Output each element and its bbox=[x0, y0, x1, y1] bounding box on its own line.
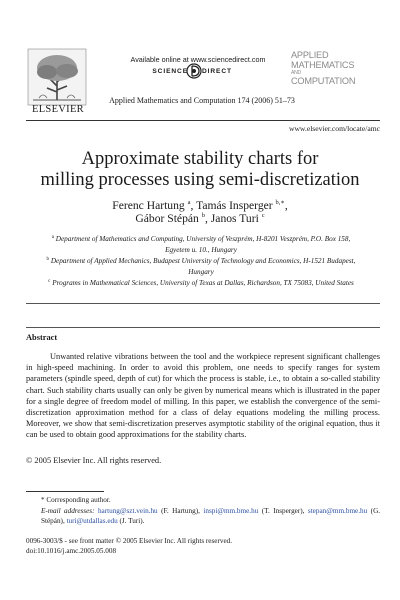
author-name: Ferenc Hartung bbox=[112, 199, 185, 212]
email-link[interactable]: stepan@mm.bme.hu bbox=[307, 507, 368, 515]
email-link[interactable]: inspi@mm.bme.hu bbox=[203, 507, 259, 515]
journal-title-and: AND bbox=[291, 70, 301, 76]
affiliation-b bbox=[46, 255, 356, 277]
sciencedirect-logo bbox=[120, 63, 270, 79]
journal-reference: Applied Mathematics and Computation 174 (2006) 51–73 bbox=[109, 96, 295, 105]
email-owner: (F. Hartung), bbox=[161, 507, 200, 515]
elsevier-tree-logo bbox=[27, 48, 87, 106]
email-owner: (G. Stépán), bbox=[41, 507, 381, 525]
affiliation-label: b bbox=[46, 257, 50, 262]
journal-title-line2: MATHEMATICS bbox=[291, 60, 355, 70]
issn-line: 0096-3003/$ - see front matter © 2005 Elsevier Inc. All rights reserved. bbox=[26, 537, 233, 545]
sciencedirect-left-text: SCIENCE bbox=[152, 68, 188, 75]
received-divider bbox=[26, 303, 380, 304]
journal-website-link[interactable]: www.elsevier.com/locate/amc bbox=[288, 124, 380, 133]
journal-title-line1: APPLIED bbox=[291, 50, 329, 60]
sciencedirect-right-text: DIRECT bbox=[202, 68, 232, 75]
footnote-divider bbox=[26, 491, 104, 492]
affiliation-label: c bbox=[48, 279, 51, 284]
sciencedirect-d-icon bbox=[186, 63, 202, 79]
affiliation-text: Department of Applied Mechanics, Budapest University of Technology and Economics, H-1521 Budapest, Hungary bbox=[50, 257, 356, 276]
journal-title-line3: COMPUTATION bbox=[291, 76, 356, 86]
email-label: E-mail addresses: bbox=[41, 507, 95, 515]
authors-line1: Ferenc Hartung $^a$, Tamás Insperger $^{b,∗}$, bbox=[112, 199, 288, 212]
corresponding-author-note: * Corresponding author. bbox=[41, 496, 111, 504]
email-link[interactable]: hartung@szt.vein.hu bbox=[97, 507, 158, 515]
email-link[interactable]: turi@utdallas.edu bbox=[66, 517, 118, 525]
email-owner: (J. Turi). bbox=[119, 517, 145, 525]
author-affiliation-marker[interactable]: a bbox=[187, 199, 191, 206]
author-name: Gábor Stépán bbox=[135, 212, 199, 225]
affiliation-c bbox=[46, 277, 356, 289]
affiliation-text: Programs in Mathematical Sciences, University of Texas at Dallas, Richardson, TX 75083, United States bbox=[52, 279, 354, 287]
email-owner: (T. Insperger), bbox=[261, 507, 305, 515]
publisher-name: ELSEVIER bbox=[32, 104, 84, 115]
affiliation-a bbox=[46, 233, 356, 255]
doi-link[interactable]: doi:10.1016/j.amc.2005.05.008 bbox=[26, 547, 117, 555]
email-addresses bbox=[41, 506, 380, 526]
author-affiliation-marker[interactable]: b bbox=[201, 212, 205, 219]
authors-line2: Gábor Stépán $^b$, Janos Turi $^c$ bbox=[135, 212, 265, 225]
title-line2: milling processes using semi-discretization bbox=[40, 170, 360, 190]
title-line1: Approximate stability charts for bbox=[81, 149, 319, 169]
abstract-heading: Abstract bbox=[26, 333, 58, 342]
author-name: Janos Turi bbox=[210, 212, 259, 225]
abstract-divider bbox=[26, 327, 380, 328]
author-name: Tamás Insperger bbox=[196, 199, 273, 212]
abstract-body: Unwanted relative vibrations between the tool and the workpiece represent significant challenges in high-speed machining. In order to avoid this problem, one needs to specify ranges for system parameters (spindle speed, depth of cut) for which the process is stable, i.e., to obtain a so-called stability chart. Such stability charts usually can only be given by numerical means which is illustrated in the paper for a single degree of freedom model of milling. In this paper, we establish the convergence of the semi-discretization approximation method for a class of delay equations modeling the milling process. Moreover, we show that semi-discretization preserves asymptotic stability of the original equation, thus it can be used to obtain good approximations for the stability charts. bbox=[26, 352, 380, 440]
author-affiliation-marker[interactable]: c bbox=[261, 212, 265, 219]
paper-title bbox=[30, 149, 370, 191]
author-affiliation-marker[interactable]: b,∗ bbox=[275, 199, 285, 206]
journal-title-logo bbox=[291, 50, 381, 86]
affiliation-text: Department of Mathematics and Computing, University of Veszprém, H-8201 Veszprém, P.O. Box 158, Egyetem u. 10., Hungary bbox=[55, 235, 351, 254]
copyright-notice: © 2005 Elsevier Inc. All rights reserved. bbox=[26, 456, 162, 465]
header-divider bbox=[26, 120, 380, 121]
affiliation-label: a bbox=[51, 235, 54, 240]
available-online-text: Available online at www.sciencedirect.com bbox=[130, 55, 266, 64]
